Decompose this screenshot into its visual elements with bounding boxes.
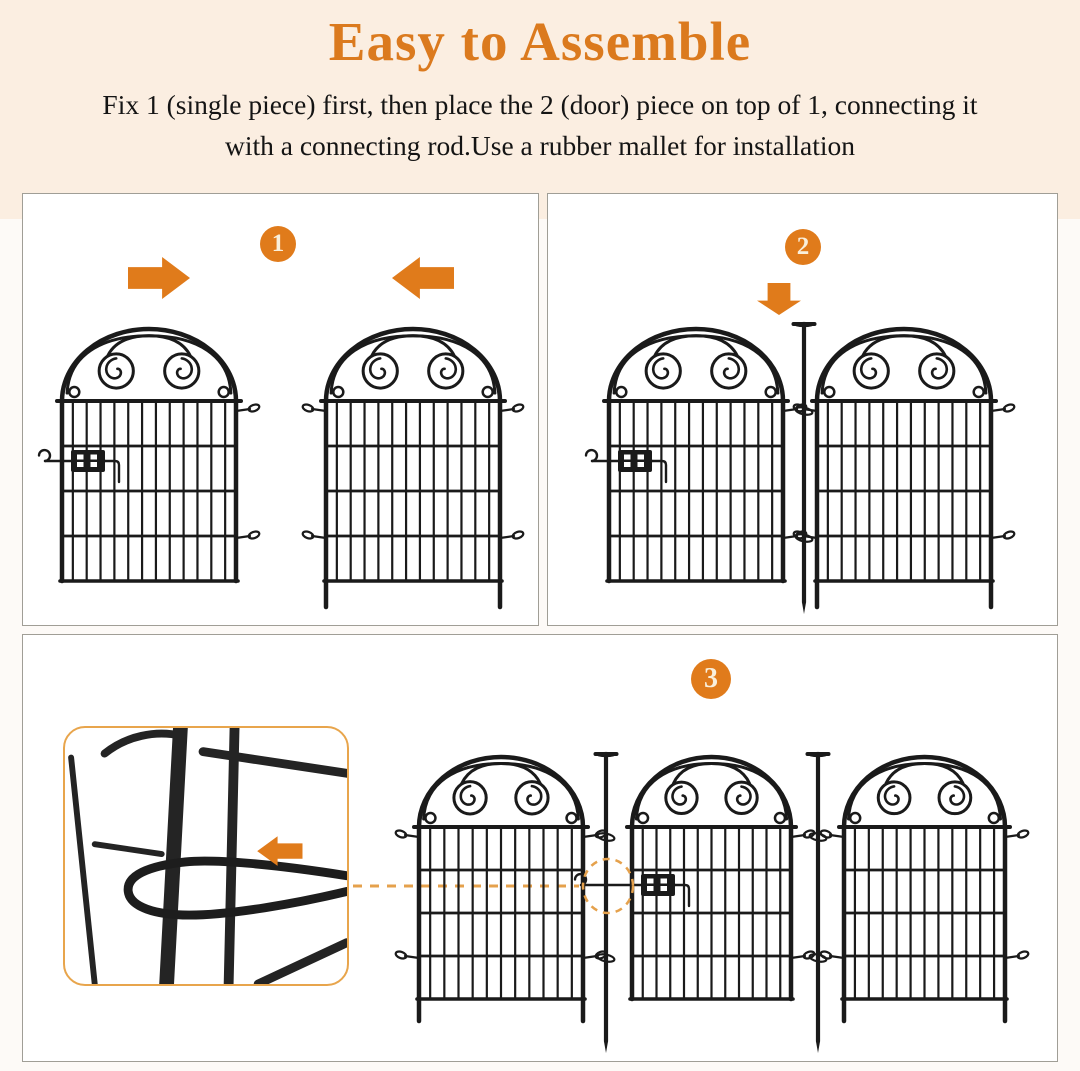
- eyelet-hook: [395, 950, 419, 960]
- latch-plate: [641, 874, 675, 896]
- dome-arch: [632, 757, 791, 827]
- eyelet-hook: [1005, 829, 1029, 839]
- fence-single-piece: [302, 329, 524, 607]
- fence-single-piece: [820, 757, 1029, 1021]
- connecting-rod: [794, 322, 815, 614]
- step-3-badge: 3: [691, 659, 731, 699]
- eyelet-hook: [991, 403, 1015, 413]
- eyelet-hook: [1005, 950, 1029, 960]
- dome-arch: [62, 329, 236, 401]
- eyelet-hook: [302, 403, 326, 413]
- assembly-instructions: [0, 84, 1080, 166]
- dome-arch: [419, 757, 583, 827]
- eyelet-hook: [500, 403, 524, 413]
- latch-assembly: [586, 450, 666, 482]
- latch-assembly: [39, 450, 119, 482]
- arrow-right-icon: [128, 257, 190, 299]
- instructions-line-2: with a connecting rod.Use a rubber mallet for installation: [224, 130, 856, 161]
- step-2-badge: 2: [785, 229, 821, 265]
- eyelet-hook: [236, 403, 260, 413]
- step-3-panel: [22, 634, 1058, 1062]
- page-title: Easy to Assemble: [328, 11, 752, 72]
- arrow-down-icon: [757, 283, 801, 315]
- dome-arch: [609, 329, 783, 401]
- step-1-panel: [22, 193, 539, 626]
- fence-single-piece: [793, 329, 1015, 607]
- arrow-left-icon: [392, 257, 454, 299]
- hook-wrap-detail: [128, 861, 347, 915]
- eyelet-hook: [302, 530, 326, 540]
- instructions-line-1: Fix 1 (single piece) first, then place the 2 (door) piece on top of 1, connecting it: [102, 89, 978, 120]
- eyelet-hook: [236, 530, 260, 540]
- connecting-rod: [808, 752, 829, 1053]
- step-2-panel: [547, 193, 1058, 626]
- eyelet-hook: [500, 530, 524, 540]
- zoom-detail-inset: [63, 726, 349, 986]
- eyelet-hook: [820, 829, 844, 839]
- step-1-badge: 1: [260, 226, 296, 262]
- dome-arch: [817, 329, 991, 401]
- dome-arch: [844, 757, 1005, 827]
- fence-door-piece: [586, 329, 807, 581]
- latch-plate: [618, 450, 652, 472]
- connecting-rod: [596, 752, 617, 1053]
- fence-single-piece: [395, 757, 607, 1021]
- eyelet-hook: [395, 829, 419, 839]
- eyelet-hook: [991, 530, 1015, 540]
- latch-plate: [71, 450, 105, 472]
- dome-arch: [326, 329, 500, 401]
- connection-closeup-illustration: [65, 728, 347, 984]
- fence-door-piece: [39, 329, 260, 581]
- eyelet-hook: [820, 950, 844, 960]
